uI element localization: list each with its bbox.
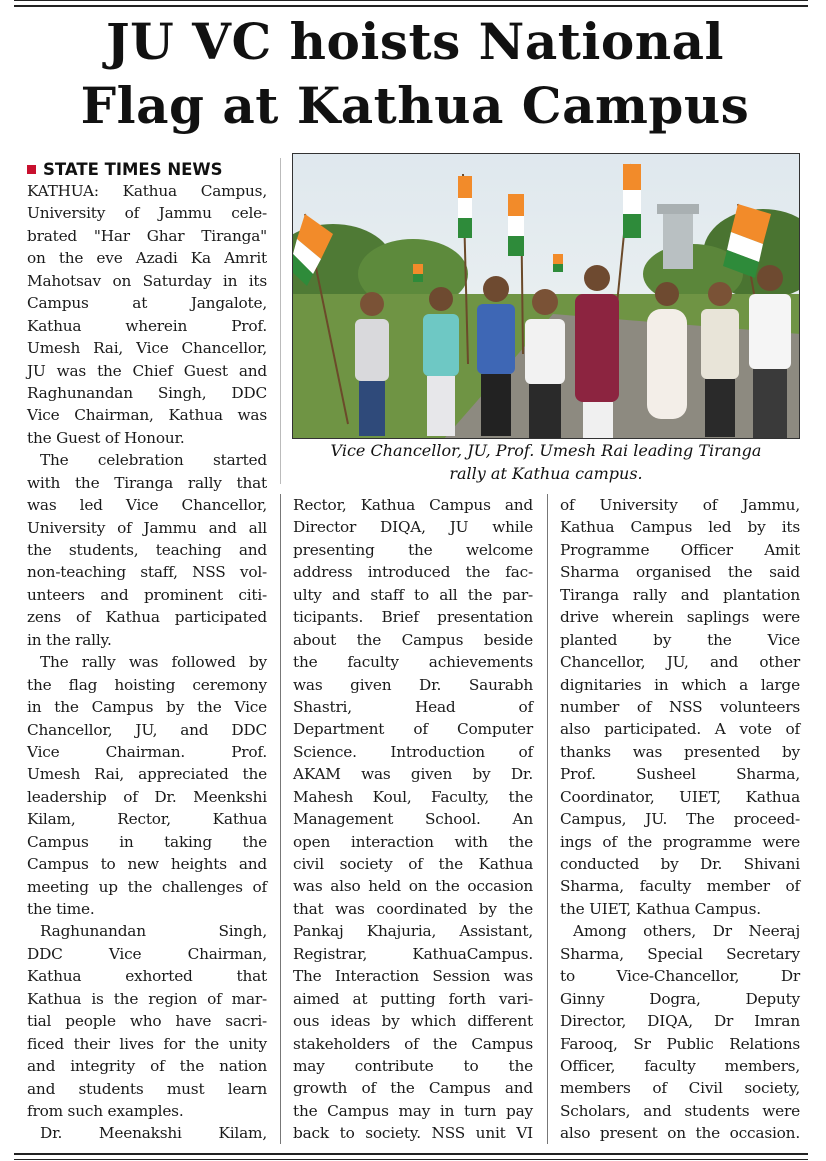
article-line: Officer, faculty members,: [560, 1056, 800, 1075]
article-line: Shastri, Head of: [293, 697, 533, 716]
article-line: members of Civil society,: [560, 1079, 800, 1098]
article-line: to Vice-Chancellor, Dr: [560, 967, 800, 986]
article-line: Scholars, and students were: [560, 1101, 800, 1120]
article-line: presenting the welcome: [293, 540, 533, 559]
headline-line-2: Flag at Kathua Campus: [80, 76, 750, 135]
column-divider-1: [280, 494, 281, 1144]
article-line: Farooq, Sr Public Relations: [560, 1034, 800, 1053]
article-line: and students must learn: [27, 1079, 267, 1098]
article-line: number of NSS volunteers: [560, 697, 800, 716]
article-line: also participated. A vote of: [560, 720, 800, 739]
article-line: non-teaching staff, NSS vol-: [27, 563, 267, 582]
article-line: Prof. Susheel Sharma,: [560, 765, 800, 784]
article-line: the Campus may in turn pay: [293, 1101, 533, 1120]
article-line: tial people who have sacri-: [27, 1012, 267, 1031]
rally-photo-illustration: [293, 154, 800, 439]
article-line: Campus, JU. The proceed-: [560, 810, 800, 829]
article-line: meeting up the challenges of: [27, 877, 267, 896]
article-line: in the Campus by the Vice: [27, 698, 267, 717]
article-line: of University of Jammu,: [560, 496, 800, 514]
article-line: Rector, Kathua Campus and: [293, 496, 533, 514]
article-line: KATHUA: Kathua Campus,: [27, 182, 267, 200]
article-line: and integrity of the nation: [27, 1057, 267, 1076]
top-rule: [14, 0, 808, 7]
article-line: Raghunandan Singh, DDC: [27, 383, 267, 402]
article-line: ticipants. Brief presentation: [293, 608, 533, 627]
article-line: brated "Har Ghar Tiranga": [27, 226, 267, 245]
article-line: Raghunandan Singh,: [40, 922, 267, 941]
photo-caption-line-2: rally at Kathua campus.: [449, 463, 643, 483]
article-line: ficed their lives for the unity: [27, 1034, 267, 1053]
article-line: Management School. An: [293, 810, 533, 829]
article-line: about the Campus beside: [293, 630, 533, 649]
article-line: Kilam, Rector, Kathua: [27, 810, 267, 829]
article-line: Kathua is the region of mar-: [27, 989, 267, 1008]
article-line: Tiranga rally and plantation: [560, 585, 800, 604]
article-line: stakeholders of the Campus: [293, 1034, 533, 1053]
article-line: zens of Kathua participated: [27, 608, 267, 627]
article-line: dignitaries in which a large: [560, 675, 800, 694]
article-line: leadership of Dr. Meenkshi: [27, 787, 267, 806]
article-line: the flag hoisting ceremony: [27, 675, 267, 694]
article-line: that was coordinated by the: [293, 899, 533, 918]
article-line: Department of Computer: [293, 720, 533, 739]
article-line: Vice Chairman, Kathua was: [27, 406, 267, 425]
article-line: growth of the Campus and: [293, 1079, 533, 1098]
article-line: planted by the Vice: [560, 630, 800, 649]
article-line: back to society. NSS unit VI: [293, 1124, 533, 1143]
article-line: ous ideas by which different: [293, 1012, 533, 1031]
article-line: University of Jammu cele-: [27, 204, 267, 223]
article-line: Kathua Campus led by its: [560, 518, 800, 537]
article-line: Kathua wherein Prof.: [27, 316, 267, 335]
article-line: Campus at Jangalote,: [27, 294, 267, 313]
article-line: Chancellor, JU, and other: [560, 653, 800, 672]
article-line: Mahotsav on Saturday in its: [27, 271, 267, 290]
article-line: the students, teaching and: [27, 541, 267, 559]
article-line: Sharma organised the said: [560, 563, 800, 582]
article-line: Umesh Rai, appreciated the: [27, 765, 267, 784]
article-line: the faculty achievements: [293, 653, 533, 672]
article-line: civil society of the Kathua: [293, 855, 533, 873]
article-line: Ginny Dogra, Deputy: [560, 989, 800, 1008]
article-line: The celebration started: [40, 451, 267, 470]
column-divider-top: [280, 158, 281, 484]
article-line: unteers and prominent citi-: [27, 585, 267, 604]
article-line: was given Dr. Saurabh: [293, 675, 533, 694]
article-line: the Guest of Honour.: [27, 428, 185, 447]
article-line: ings of the programme were: [560, 832, 800, 851]
article-line: Kathua exhorted that: [27, 967, 267, 986]
article-line: open interaction with the: [293, 832, 533, 851]
article-column-2: [293, 494, 533, 1145]
article-line: may contribute to the: [293, 1056, 533, 1075]
article-line: Registrar, KathuaCampus.: [293, 944, 533, 963]
article-line: in the rally.: [27, 630, 112, 649]
article-line: The rally was followed by: [40, 653, 267, 672]
bottom-rule: [14, 1153, 808, 1160]
article-line: the UIET, Kathua Campus.: [560, 899, 761, 918]
article-line: Sharma, faculty member of: [560, 877, 800, 896]
headline-line-1: JU VC hoists National: [106, 12, 724, 71]
article-line: was led Vice Chancellor,: [27, 496, 267, 515]
article-line: ulty and staff to all the par-: [293, 585, 533, 604]
article-line: Dr. Meenakshi Kilam,: [40, 1124, 267, 1143]
article-line: Chancellor, JU, and DDC: [27, 720, 267, 739]
article-line: Director DIQA, JU while: [293, 518, 533, 537]
article-line: Sharma, Special Secretary: [560, 944, 800, 963]
article-line: thanks was presented by: [560, 742, 800, 761]
article-line: Umesh Rai, Vice Chancellor,: [27, 339, 267, 358]
article-line: JU was the Chief Guest and: [27, 361, 267, 380]
rally-photo: [292, 153, 800, 439]
article-line: aimed at putting forth vari-: [293, 989, 533, 1008]
article-line: Coordinator, UIET, Kathua: [560, 787, 800, 806]
bullet-square-icon: [27, 165, 36, 174]
article-line: Mahesh Koul, Faculty, the: [293, 787, 533, 806]
article-line: AKAM was given by Dr.: [293, 765, 533, 784]
article-line: The Interaction Session was: [293, 967, 533, 986]
column-divider-2: [547, 494, 548, 1144]
article-line: University of Jammu and all: [27, 518, 267, 537]
article-line: was also held on the occasion: [293, 877, 533, 896]
article-line: drive wherein saplings were: [560, 608, 800, 627]
article-line: the time.: [27, 900, 95, 918]
article-line: DDC Vice Chairman,: [27, 944, 267, 963]
byline-text: STATE TIMES NEWS: [43, 159, 223, 179]
headline: [20, 10, 810, 138]
article-line: conducted by Dr. Shivani: [560, 855, 800, 873]
article-line: from such examples.: [27, 1101, 184, 1120]
article-line: Vice Chairman. Prof.: [27, 742, 267, 761]
byline: [27, 158, 223, 180]
article-line: Pankaj Khajuria, Assistant,: [293, 922, 533, 941]
article-line: Programme Officer Amit: [560, 540, 800, 559]
article-line: Science. Introduction of: [293, 742, 533, 761]
article-line: on the eve Azadi Ka Amrit: [27, 249, 267, 268]
article-column-3: [560, 494, 800, 1145]
article-column-1: [27, 180, 267, 1145]
photo-caption-line-1: Vice Chancellor, JU, Prof. Umesh Rai leading Tiranga: [330, 441, 762, 460]
article-line: Director, DIQA, Dr Imran: [560, 1012, 800, 1031]
article-line: Campus in taking the: [27, 832, 267, 851]
article-line: Among others, Dr Neeraj: [573, 922, 800, 941]
article-line: with the Tiranga rally that: [27, 473, 267, 492]
article-line: also present on the occasion.: [560, 1124, 800, 1143]
article-line: address introduced the fac-: [293, 563, 533, 582]
article-line: Campus to new heights and: [27, 855, 267, 874]
photo-caption: [292, 440, 800, 485]
